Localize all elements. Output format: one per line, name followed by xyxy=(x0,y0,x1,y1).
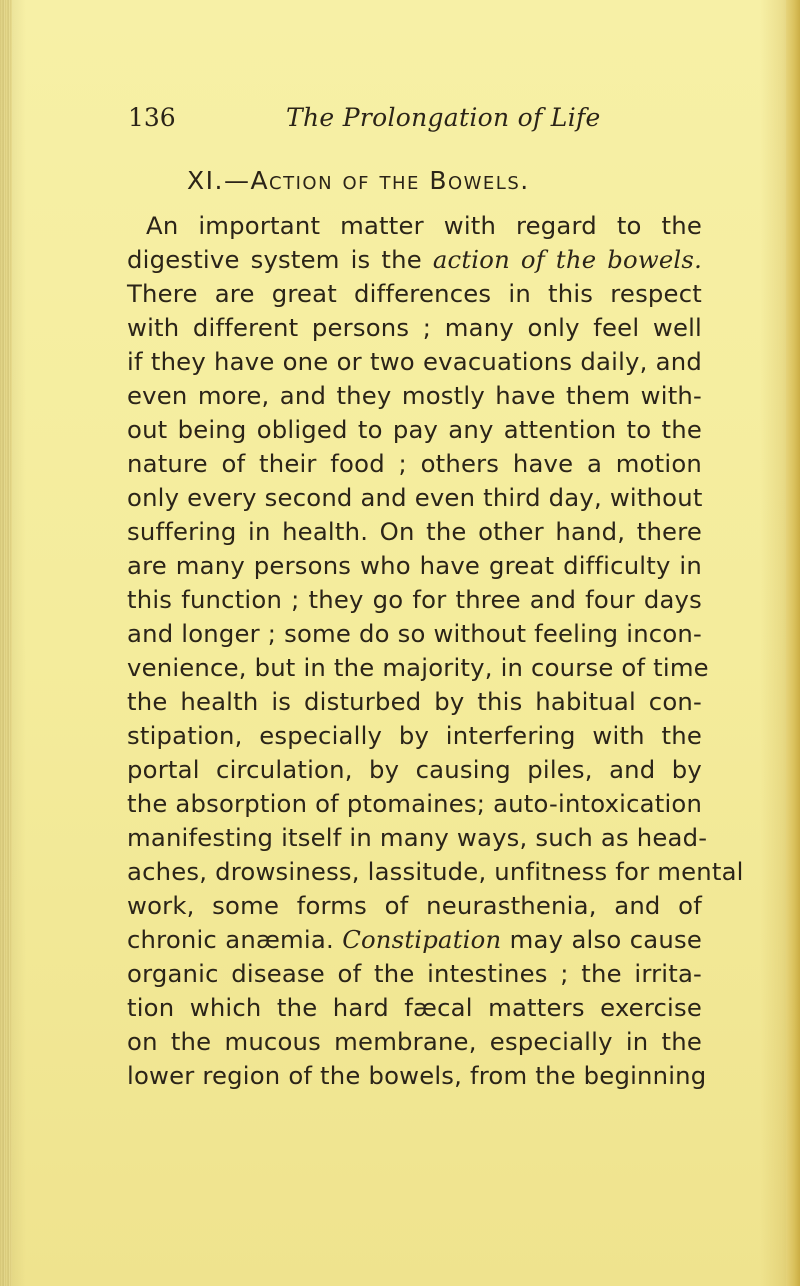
text-line xyxy=(127,923,702,957)
chapter-heading: XI.—Action of the Bowels. xyxy=(187,166,530,195)
page-outer-edge xyxy=(786,0,800,1286)
emphasis-text: Constipation xyxy=(342,925,502,954)
text-line: lower region of the bowels, from the beginning xyxy=(127,1061,707,1090)
text-line: aches, drowsiness, lassitude, unfitness for mental xyxy=(127,857,744,886)
body-text xyxy=(127,209,744,1093)
text-line: venience, but in the majority, in course of time xyxy=(127,653,709,682)
page-number: 136 xyxy=(128,103,176,132)
page-gutter-edge xyxy=(0,0,12,1286)
text-line: portal circulation, by causing piles, and by xyxy=(127,755,702,784)
text-line: with different persons ; many only feel well xyxy=(127,313,702,342)
text-line xyxy=(127,243,702,277)
text-span: may also cause xyxy=(501,925,702,954)
text-line: are many persons who have great difficulty in xyxy=(127,551,702,580)
text-line: out being obliged to pay any attention to the xyxy=(127,415,702,444)
text-line: An important matter with regard to the xyxy=(146,211,702,240)
page-header xyxy=(128,100,708,136)
text-line: on the mucous membrane, especially in the xyxy=(127,1027,702,1056)
text-line: even more, and they mostly have them with- xyxy=(127,381,702,410)
text-line: if they have one or two evacuations daily, and xyxy=(127,347,702,376)
running-head: The Prolongation of Life xyxy=(286,103,601,132)
text-line: the health is disturbed by this habitual con- xyxy=(127,687,702,716)
text-line: tion which the hard fæcal matters exercise xyxy=(127,993,702,1022)
text-line: this function ; they go for three and four days xyxy=(127,585,702,614)
text-line: nature of their food ; others have a motion xyxy=(127,449,702,478)
text-line: stipation, especially by interfering with the xyxy=(127,721,702,750)
text-line: suffering in health. On the other hand, there xyxy=(127,517,702,546)
text-line: the absorption of ptomaines; auto-intoxication xyxy=(127,789,703,818)
text-line: There are great differences in this respect xyxy=(127,279,702,308)
text-line: organic disease of the intestines ; the irrita- xyxy=(127,959,702,988)
text-span: chronic anæmia. xyxy=(127,925,343,954)
emphasis-text: action of the bowels. xyxy=(432,245,702,274)
text-line: and longer ; some do so without feeling incon- xyxy=(127,619,702,648)
text-line: manifesting itself in many ways, such as head- xyxy=(127,823,708,852)
text-line: work, some forms of neurasthenia, and of xyxy=(127,891,702,920)
text-line: only every second and even third day, without xyxy=(127,483,703,512)
text-span: digestive system is the xyxy=(127,245,433,274)
